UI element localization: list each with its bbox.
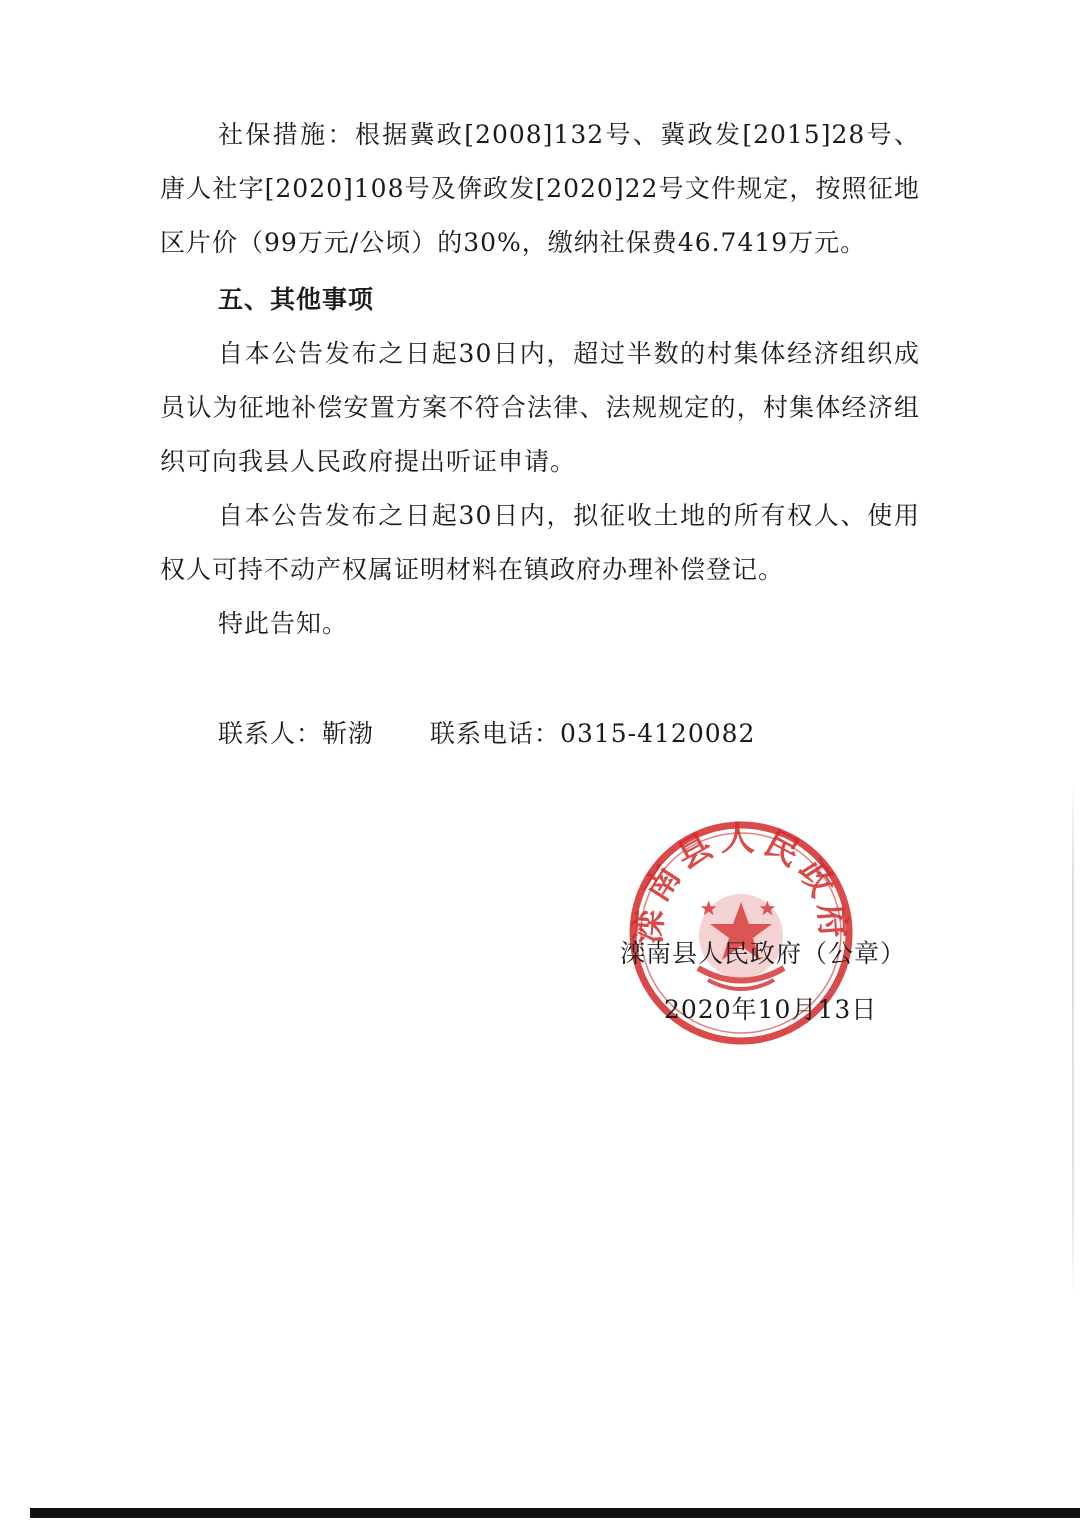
- contact-phone-number: 0315-4120082: [560, 719, 756, 748]
- scan-bottom-bar: [30, 1508, 1080, 1518]
- paragraph-registration: 自本公告发布之日起30日内，拟征收土地的所有权人、使用权人可持不动产权属证明材料在镇政府办理补偿登记。: [160, 501, 920, 584]
- paragraph-hearing: 自本公告发布之日起30日内，超过半数的村集体经济组织成员认为征地补偿安置方案不符合法律、法规规定的，村集体经济组织可向我县人民政府提出听证申请。: [160, 339, 920, 476]
- contact-person-name: 靳渤: [322, 719, 375, 748]
- scan-edge-line: [1072, 780, 1074, 1300]
- contact-line: [218, 712, 755, 756]
- contact-phone-label: 联系电话：: [430, 719, 561, 748]
- issuer-signature: 滦南县人民政府（公章）: [620, 939, 907, 968]
- contact-person-label: 联系人：: [218, 719, 323, 748]
- issue-date: 2020年10月13日: [664, 995, 878, 1024]
- document-body-section-five: [160, 273, 920, 651]
- document-body: [160, 108, 920, 270]
- section-heading-other-matters: 五、其他事项: [218, 285, 375, 314]
- seal-text: 滦南县人民政府: [628, 819, 854, 946]
- paragraph-closing: 特此告知。: [218, 609, 349, 638]
- paragraph-social-security: 社保措施：根据冀政[2008]132号、冀政发[2015]28号、唐人社字[2020]108号及倴政发[2020]22号文件规定，按照征地区片价（99万元/公顷）的30%，缴纳社保费46.7419万元。: [160, 120, 920, 257]
